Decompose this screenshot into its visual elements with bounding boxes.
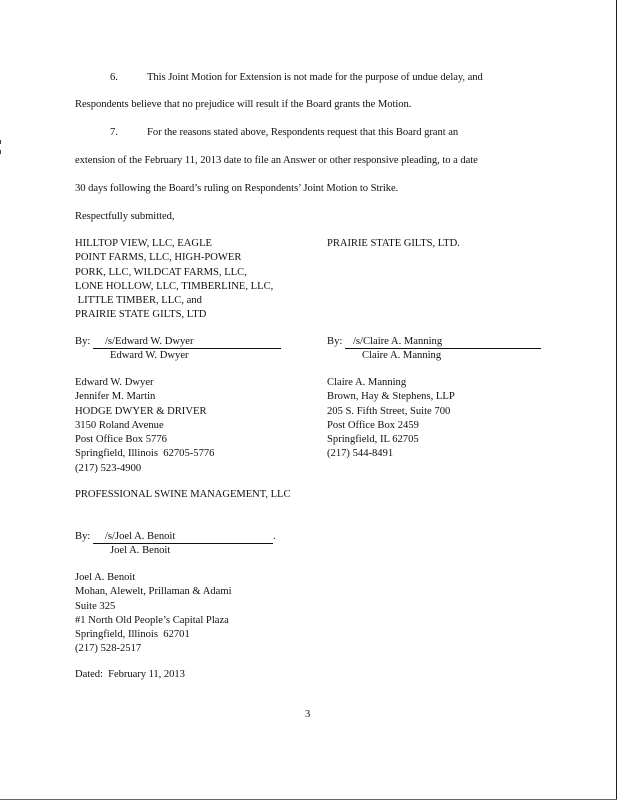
dated-line: Dated: February 11, 2013 <box>75 669 185 680</box>
address-line: #1 North Old People’s Capital Plaza <box>75 614 229 626</box>
third-signature: /s/Joel A. Benoit <box>93 531 273 544</box>
left-party-names <box>75 237 273 323</box>
paragraph-7-line-2: extension of the February 11, 2013 date to file an Answer or other responsive pleading, to a date <box>75 155 478 166</box>
right-address-block <box>327 376 455 462</box>
left-address-block <box>75 376 214 476</box>
address-line: Springfield, IL 62705 <box>327 434 419 446</box>
address-line: Suite 325 <box>75 600 116 612</box>
paragraph-7-number: 7. <box>110 127 118 138</box>
address-line: Post Office Box 5776 <box>75 434 167 446</box>
page-number: 3 <box>305 709 311 720</box>
address-line: Springfield, Illinois 62705-5776 <box>75 448 215 460</box>
address-line: Claire A. Manning <box>327 377 407 388</box>
left-party-line: PORK, LLC, WILDCAT FARMS, LLC, <box>75 266 247 278</box>
third-party-name: PROFESSIONAL SWINE MANAGEMENT, LLC <box>75 489 291 500</box>
address-line: 3150 Roland Avenue <box>75 419 164 431</box>
closing-text: Respectfully submitted, <box>75 211 175 222</box>
left-party-line: POINT FARMS, LLC, HIGH-POWER <box>75 252 242 264</box>
address-line: Edward W. Dwyer <box>75 377 154 388</box>
address-line: (217) 523-4900 <box>75 462 142 474</box>
paragraph-6-number: 6. <box>110 72 118 83</box>
paragraph-7-line-3: 30 days following the Board’s ruling on Respondents’ Joint Motion to Strike. <box>75 183 399 194</box>
paragraph-6-line-2: Respondents believe that no prejudice will result if the Board grants the Motion. <box>75 99 412 110</box>
left-party-line: PRAIRIE STATE GILTS, LTD <box>75 309 207 321</box>
left-printed-name: Edward W. Dwyer <box>110 350 189 361</box>
address-line: Springfield, Illinois 62701 <box>75 629 190 641</box>
left-party-line: LONE HOLLOW, LLC, TIMBERLINE, LLC, <box>75 280 274 292</box>
third-signature-line: By: /s/Joel A. Benoit . <box>75 531 276 542</box>
right-printed-name: Claire A. Manning <box>362 350 442 361</box>
left-party-line: HILLTOP VIEW, LLC, EAGLE <box>75 238 213 249</box>
address-line: Joel A. Benoit <box>75 572 136 583</box>
address-line: (217) 528-2517 <box>75 643 142 655</box>
third-address-block <box>75 571 232 657</box>
paragraph-6-line-1: This Joint Motion for Extension is not made for the purpose of undue delay, and <box>147 72 483 83</box>
margin-mark <box>0 140 1 144</box>
right-signature: /s/Claire A. Manning <box>345 336 541 349</box>
margin-mark <box>0 150 1 154</box>
third-printed-name: Joel A. Benoit <box>110 545 171 556</box>
address-line: Brown, Hay & Stephens, LLP <box>327 391 455 403</box>
address-line: Post Office Box 2459 <box>327 419 419 431</box>
left-signature-line <box>75 335 281 349</box>
by-label: By: <box>75 336 91 347</box>
left-party-line: LITTLE TIMBER, LLC, and <box>75 295 202 307</box>
by-label: By: <box>327 336 343 347</box>
right-party-name: PRAIRIE STATE GILTS, LTD. <box>327 238 460 249</box>
right-signature-line <box>327 335 541 349</box>
paragraph-7-line-1: For the reasons stated above, Respondents request that this Board grant an <box>147 127 459 138</box>
address-line: (217) 544-8491 <box>327 448 394 460</box>
address-line: HODGE DWYER & DRIVER <box>75 405 207 417</box>
by-label: By: <box>75 531 91 542</box>
address-line: 205 S. Fifth Street, Suite 700 <box>327 405 451 417</box>
address-line: Jennifer M. Martin <box>75 391 156 403</box>
address-line: Mohan, Alewelt, Prillaman & Adami <box>75 586 232 598</box>
left-signature: /s/Edward W. Dwyer <box>93 336 281 349</box>
